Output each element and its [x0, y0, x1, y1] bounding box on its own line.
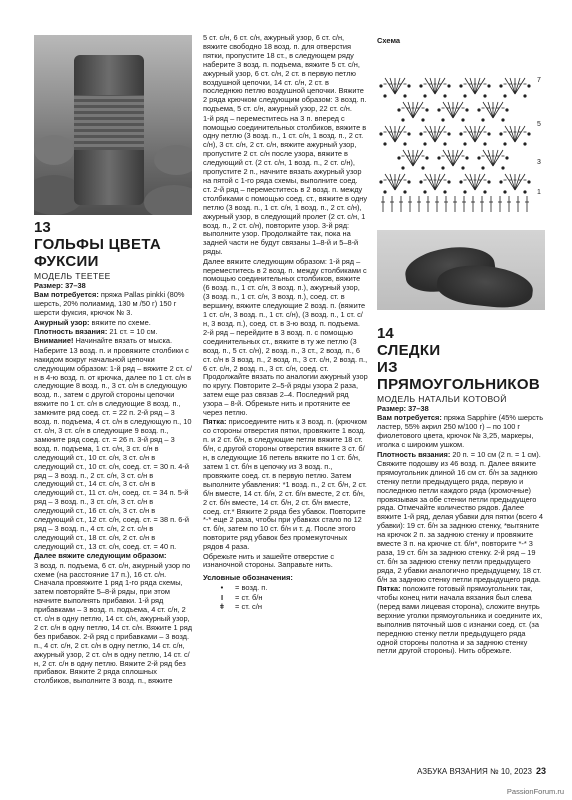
- density-line: Плотность вязания: 21 ст. = 10 см.: [34, 327, 158, 337]
- materials-line: Вам потребуется: пряжа Pallas pinkki (80% шерсть, 20% полиамид, 130 м /50 г) 150 г шерсти фуксия, крючок № 3.: [34, 290, 185, 318]
- assembly-paragraph: Пятка: положите готовый прямоугольник так, чтобы конец нити начала вязания был слева (перед вами лицевая сторона), сложите внутрь верхние уголки прямоугольника и соедините их, выполнив пяточный шов с изнанки соед. ст. (за переднюю стенку петли предыдущего ряда одной стороны полотна и за заднюю стенку петли другой стороны). Нить обрежьте.: [377, 584, 543, 656]
- section-13-model: МОДЕЛЬ ТЕЕТЕЕ: [34, 271, 111, 281]
- column-3: [377, 326, 545, 657]
- socks-photo: [34, 35, 192, 215]
- paragraph: 5 ст. с/н, 6 ст. с/н, ажурный узор, 6 ст. с/н, вяжите свободно 18 возд. п. для отверстия пятки, пропустите 18 ст., в следующем ряду наберите 3 возд. п. подъема, вяжите 5 ст. с/н, ажурный узор, 6 ст. с/н, 2 ст. в первую петлю воздушной цепочки, 14 ст. с/н, 2 ст. в последнюю петлю воздушной цепочки. Вяжите 2 ряда крючком следующим образом: 3 возд. п. подъема, 5 ст. с/н, ажурный узор, 22 ст. с/н.: [203, 33, 367, 114]
- section-13-title: ГОЛЬФЫ ЦВЕТА ФУКСИИ: [34, 236, 162, 270]
- row-number: 5: [537, 121, 541, 128]
- row-number: 7: [537, 77, 541, 84]
- paragraph: Обрежьте нить и зашейте отверстие с изнаночной стороны. Заправьте нить.: [203, 551, 335, 570]
- attention-line: Внимание! Начинайте вязать от мыска.: [34, 336, 173, 346]
- crochet-scheme: [377, 46, 545, 226]
- legend-row: I = ст. б/н: [220, 592, 263, 602]
- pattern-line: Ажурный узор: вяжите по схеме.: [34, 317, 151, 327]
- density-line: Плотность вязания: 20 п. = 10 см (2 п. = 1 см).: [377, 449, 541, 459]
- scheme-title: Схема: [377, 36, 401, 45]
- row-number: 3: [537, 159, 541, 166]
- paragraph: 3 возд. п. подъема, 6 ст. с/н, ажурный узор по схеме (на расстояние 17 п.), 16 ст. с/н. Сначала провяжите 1 ряд 1-го ряда схемы, затем повторяйте 5–8-й ряды, при этом начните выполнять прибавки. 1-й ряд прибавками – 3 возд. п. подъема, 4 ст. с/н, 2 ст. с/н в одну петлю, 14 ст. с/н, ажурный узор, 2 ст. с/н в одну петлю, 14 ст. с/н. Вяжите 1 ряд без прибавок. 2-й ряд с прибавками – 3 возд. п., 4 ст. с/н, 2 ст. с/н в одну петлю, 14 ст. с/н, ажурный узор, 2 ст. с/н в одну петлю, 14 ст. с/н, 2 ст. с/н в одну петлю. Вяжите 2-й ряд без прибавок. Вяжите 2 ряда сплошных столбиков, выполните 3 возд. п., вяжите: [34, 560, 193, 686]
- legend-row: • = возд. п.: [220, 583, 268, 593]
- slippers-photo: [377, 230, 545, 310]
- section-14-title-2: ИЗ ПРЯМОУГОЛЬНИКОВ: [377, 359, 540, 393]
- paragraph: Далее вяжите следующим образом: 1-й ряд – переместитесь в 2 возд. п. между столбиками с помощью соединительных столбиков, вяжите (6 возд. п., 1 ст. с/н, 3 возд. п.), ажурный узор, (3 возд. п., 1 ст. с/н, 3 возд. п.), соед. ст. в вершину, вяжите следующие 2 возд. п. (вяжите 1 ст. с/н, 3 возд. п., 1 ст. с/н), (3 возд. п., 1 ст. с/н, 3 возд. п.), соед. ст. в 3-ю возд. п. подъема. 2-й ряд – перейдите в 3 возд. п. с помощью соединительных ст., вяжите в ту же петлю (3 возд. п., 5 ст. с/н), 2 возд. п., 3 ст., 2 возд. п., 6 ст. с/н в 3 возд. п., 2 возд. п., 3 ст. с/н, 2 возд. п., 6 ст. с/н, 2 возд. п., 3 ст. с/н, соед. ст. Продолжайте вязать по аналогии ажурный узор по кругу. Повторите 2–5-й ряды узора 2 раза, затем еще раз связав 2–4. Последний ряд узора – 8-й. Обрежьте нить и протяните ее через петлю.: [203, 256, 368, 418]
- section-14-model: МОДЕЛЬ НАТАЛЬИ КОТОВОЙ: [377, 394, 507, 404]
- footer-magazine: АЗБУКА ВЯЗАНИЯ № 10, 2023 23: [417, 766, 546, 776]
- section-14-number: 14: [377, 325, 394, 342]
- footer-site: PassionForum.ru: [506, 787, 564, 796]
- page-number: 23: [535, 766, 546, 776]
- paragraph: Свяжите подошву из 46 возд. п. Далее вяжите прямоугольник длиной 16 см ст. б/н за заднюю стенку петли предыдущего ряда, первую и последнюю петли каждого ряда (кромочные) провязывая за обе стенки петли предыдущего ряда. Отмечайте количество рядов. Далее вяжите 1-й ряд, делая убавки для пятки (всего 4 убавки): 19 ст. б/н за заднюю стенку, *вытяните на крючок 2 п. за заднюю стенку и провяжите вместе 3 п. на крючке ст. б/н*, повторите *-* 3 раза, 19 ст. б/н за заднюю стенку. 2-й ряд – 19 ст. б/н за заднюю стенку петли предыдущего ряда, 2 убавки аналогично предыдущему, 18 ст. б/н за заднюю стенку петли предыдущего ряда.: [377, 458, 543, 584]
- row-number: 1: [537, 189, 541, 196]
- subheading: Далее вяжите следующим образом:: [34, 551, 167, 561]
- materials-line: Вам потребуется: пряжа Sapphire (45% шерсть ластер, 55% акрил 250 м/100 г) – по 100 г фиолетового цвета, крючок № 3,25, маркеры, иголка с широким ушком.: [377, 413, 544, 450]
- legend-title: Условные обозначения:: [203, 573, 293, 583]
- size-line: Размер: 37–38: [34, 281, 86, 290]
- heel-paragraph: Пятка: присоедините нить к 3 возд. п. (крючком со стороны отверстия пятки, провяжите 1 возд. п. и 2 ст. б/н, в следующие петли вяжите 18 ст. б/н, с другой стороны отверстия вяжите 3 ст. б/н, в следующие 16 петель вяжите по 1 ст. б/н, затем 1 ст. б/н в цепочку из 3 возд. п., провяжите соед. ст. в первую петлю. Затем выполните убавления: *1 возд. п., 2 ст. б/н, 2 ст. б/н вместе, 14 ст. б/н, 2 ст. б/н вместе, 2 ст. б/н, 2 ст. б/н вместе, 14 ст. б/н, 2 ст. б/н вместе, соед. ст.* Вяжите 2 ряда без убавок. Повторите *-* еще 2 раза, чтобы при убавках стало по 12 ст. б/н, затем по 10 ст. б/н и т. д. После этого повторите ряд убавок без промежуточных рядов 4 раза.: [203, 417, 367, 552]
- column-2: [203, 34, 368, 612]
- legend-row: ǂ = ст. с/н: [219, 602, 262, 612]
- paragraph: 1-й ряд – переместитесь на 3 п. вперед с помощью соединительных столбиков, вяжите в одну петлю (3 возд. п., 1 ст. с/н, 1 возд. п., 2 ст. с/н), 3 ст. с/н, 2 ст. с/н, вяжите ажурный узор, пропустите 2 ст. с/н после узора, вяжите в следующий ст. (2 ст. с/н, 1 возд. п., 2 ст. с/н), пропустите 2 п., начните вязать ажурный узор на пятой с 1-го ряда схемы, выполните соед. ст. 2-й ряд – переместитесь в 2 возд. п. между столбиками с помощью соед. ст., вяжите в одну петлю (3 возд. п., 1 ст. с/н, 1 возд. п., 2 ст. с/н), ажурный узор, в следующий пролет (2 ст. с/н, 1 возд. п., 2 ст. с/н), повторите узор. 3-й ряд: выполните узор. Продолжайте так, пока на задней части не будут связаны 1–8-й и 5–8-й ряды.: [203, 113, 368, 257]
- section-14-title-1: СЛЕДКИ: [377, 342, 441, 359]
- paragraph: Наберите 13 возд. п. и провяжите столбики с накидом вокруг начальной цепочки следующим образом: 1-й ряд – вяжите 2 ст. с/н в 4-ю возд. п. от крючка, далее по 1 ст. с/н в следующие 8 возд. п., 3 ст. с/н в следующую возд. п., затем с другой стороны цепочки вяжите по 1 ст. с/н в следующие 8 возд. п., замкните ряд соед. ст. = 22 п. 2-й ряд – 3 возд. п. подъема, 4 ст. с/н в следующую п., 10 ст. с/н, 3 ст. с/н в следующие 9 возд. п., замкните ряд соед. ст. = 26 п. 3-й ряд – 3 возд. п. подъема, 1 ст. с/н, 3 ст. с/н в следующий ст., 10 ст. с/н, 3 ст. с/н в следующий ст., 10 ст. с/н, соед. ст. = 30 п. 4-й ряд – 3 возд. п., 2 ст. с/н, 3 ст. с/н в следующий ст., 14 ст. с/н, 3 ст. с/н в следующий ст., 11 ст. с/н, соед. ст. = 34 п. 5-й ряд – 3 возд. п., 3 ст. с/н, 3 ст. с/н в следующий ст., 16 ст. с/н, 3 ст. с/н в следующий ст., 12 ст. с/н, соед. ст. = 38 п. 6-й ряд – 3 возд. п., 4 ст. с/н, 2 ст. с/н в следующий ст., 18 ст. с/н, 2 ст. с/н в следующий ст., 13 ст. с/н, соед. ст. = 40 п.: [34, 345, 192, 551]
- section-13-number: 13: [34, 219, 51, 236]
- size-line: Размер: 37–38: [377, 404, 429, 413]
- column-1: [34, 220, 192, 687]
